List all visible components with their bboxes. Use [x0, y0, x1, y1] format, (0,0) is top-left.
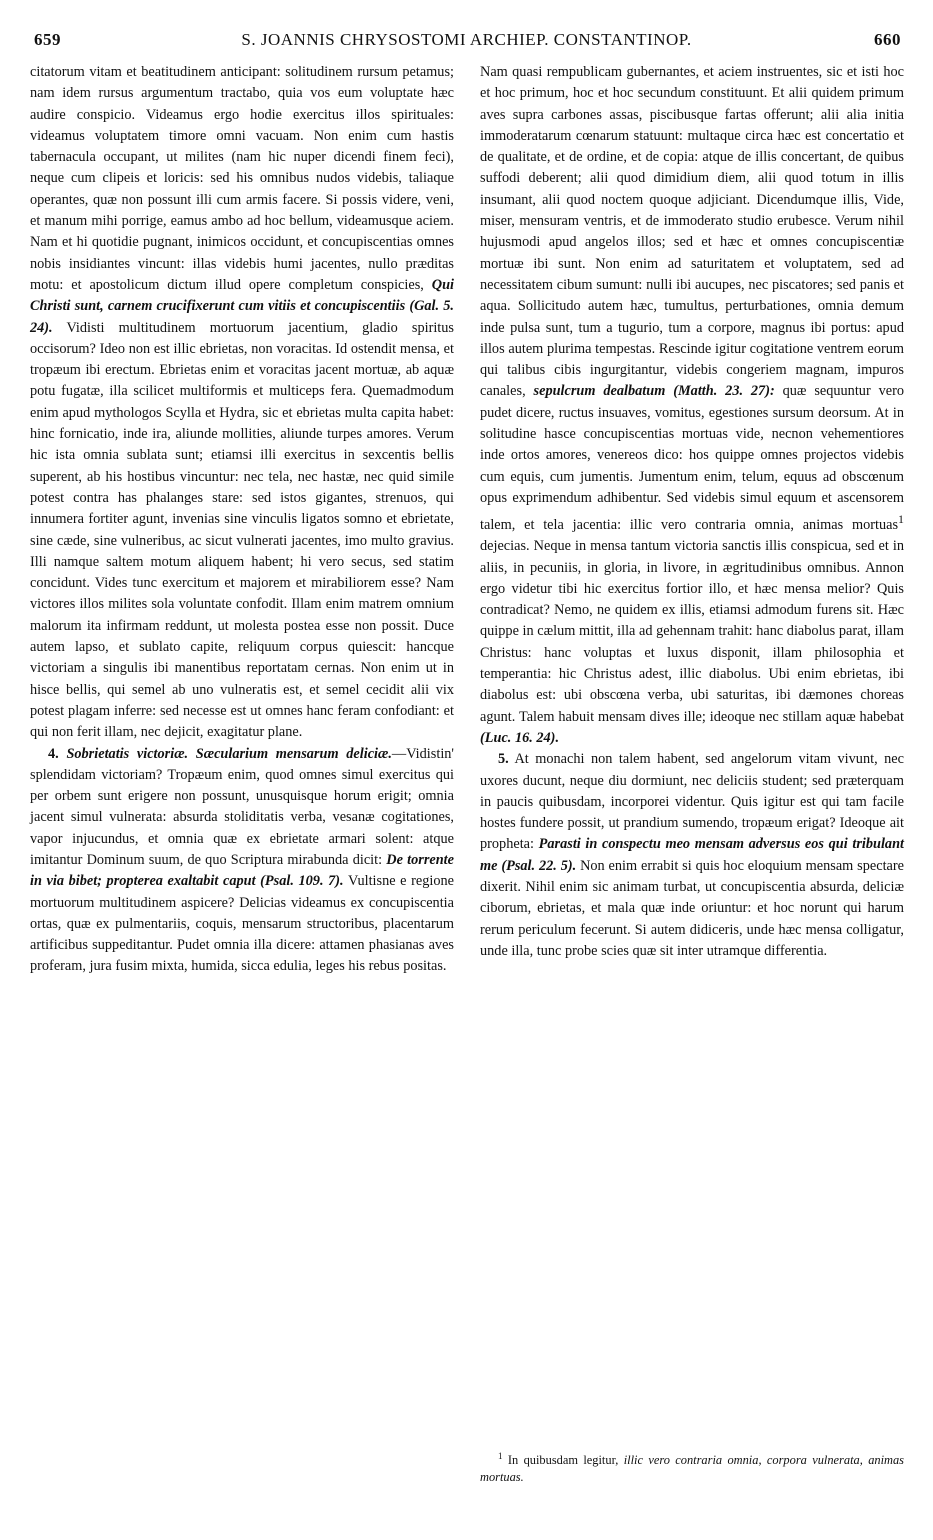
page-number-right: 660	[874, 30, 901, 49]
right-p1-text-c: dejecias. Neque in mensa tantum victoria sanctis illis conspicua, sed et in aliis, in pecuniis, in gloria, in livore, in ægritudinibus omnibus. Annon ergo videtur tibi hic exercitus fortior illo, et hæc mensa melior? Quis contradicat? Nemo, ne quidem ex illis, etiamsi admodum furens sit. Hæc quippe in cælum mittit, illa ad gehennam trahit: hanc diabolus parat, illam Christus: hanc voluptas et luxus disponit, illam philosophia et temperantia: hic Christus adest, illic diabolus. Ubi enim ebrietas, ibi diabolus est: ubi obscœna verba, ubi saturitas, ibi dæmones choreas agunt. Talem habuit mensam dives ille; ideoque nec stillam aquæ habebat	[480, 538, 904, 725]
right-p1-citation-ref: (Matth. 23. 27):	[673, 383, 775, 400]
right-paragraph-2	[480, 749, 904, 962]
footnote-lead: In quibusdam legitur,	[507, 1453, 619, 1468]
footnote-number: 1	[498, 1451, 503, 1461]
right-p2-text-a: At monachi non talem habent, sed angelorum vitam vivunt, nec uxores ducunt, neque diu dormiunt, nec deliciis student; sed præterquam in paucis quibusdam, incorporei videntur. Quis igitur est qui tam facile hostes fundere possit, ut prandium sumendo, tropæum erigat? Ideoque ait propheta:	[480, 751, 904, 853]
left-p2-text-a: —Vidistin' splendidam victoriam? Tropæum enim, quod omnes simul exercitus qui per orbem sunt erigere non possunt, unusquisque horum erigit; omnia jacent simul vulnerata: absurda stoliditatis verba, vesanæ cogitationes, vapor injucundus, et omnia quæ ex ebrietate armari solent: atque imitantur Dominum suum, de quo Scriptura mirabunda dicit:	[30, 745, 455, 868]
right-p1-text-a: Nam quasi rempublicam gubernantes, et aciem instruentes, sic et isti hoc et hoc primum, hoc et hoc secundum constituunt. Et alii quidem primum aves supra carbones assas, piscibusque fartas offerunt; alii alia initia immoderatarum cœnarum statuunt: multaque circa hæc est concertatio et de qualitate, et de ordine, et de copia: atque de illis concertant, de quibus suffodi deberent; alii quod dimidium diem, alii quod totum in illis insumant, alii quod noctem quoque adjiciant. Dicendumque illis, Vide, miser, mensuram ventris, et de immoderato studio erubesce. Verum nihil hujusmodi apud angelos illos; sed et hæc et omnes concupiscentiæ mortuæ ibi sunt. Non enim ad saturitatem et voluptatem, sed ad necessitatem cibum sumunt: nulli ibi aucupes, nec piscatores; sed panis et aqua. Sollicitudo autem hæc, tumultus, perturbationes, omnia demum inde pulsa sunt, tum a tugurio, tum a corpore, magnus ibi portus: apud illos autem plurima tempestas. Rescinde igitur cogitatione ventrem eorum qui talibus cibis ingurgitantur, videbis congeriem magnam, impuros canales,	[480, 64, 904, 400]
footnote-variant-reading: illic vero contraria omnia, corpora vulnerata, animas mortuas.	[480, 1453, 904, 1485]
left-p2-citation-ref: (Psal. 109. 7).	[260, 873, 344, 890]
right-p2-text-b: Non enim errabit si quis hoc eloquium mensam spectare dixerit. Nihil enim sic animam turbat, ut concupiscentia absurda, deliciæ ciborum, ebrietas, et mala quæ inde oriuntur: et hoc norunt qui harum rerum periculum fecerunt. Si autem didiceris, unde hæc mensa colligatur, unde illa, tunc probe scies quæ sit inter utramque differentia.	[480, 857, 904, 959]
section-number-4: 4.	[48, 745, 59, 762]
section-heading-4: Sobrietatis victoriæ. Sæcularium mensarum deliciæ.	[66, 745, 392, 762]
left-p1-citation-ref: (Gal. 5. 24).	[30, 298, 455, 336]
right-p2-citation: Parasti in conspectu meo mensam adversus eos qui tribulant me	[480, 836, 905, 874]
right-p1-citation: sepulcrum dealbatum	[533, 383, 666, 400]
running-header	[30, 30, 903, 52]
left-p1-text-a: citatorum vitam et beatitudinem anticipant: solitudinem rursum petamus; nam idem rursus argumentum tractabo, quia vos eum voluptate hæc audire conspicio. Videamus ergo hodie exercitus illos spirituales: videamus voluptatem timore omni vacuam. Non enim cum hastis tabernacula occupant, ut milites (nam hic nuper dicendi finem feci), neque cum clipeis et loricis: sed his omnibus nudos videbis, taliaque operantes, quæ non possunt illi cum armis facere. Si possis videre, veni, et manum mihi porrige, eamus ambo ad hoc bellum, videamusque aciem. Nam et hi quotidie pugnant, inimicos occidunt, et concupiscentias omnes nobis insidiantes vincunt: illas videbis humi jacentes, nullo præditas motu: et apostolicum dictum illud opere completum conspicies,	[30, 64, 454, 293]
page-number-left: 659	[34, 30, 61, 49]
right-p1-citation-2-ref: (Luc. 16. 24).	[480, 729, 560, 746]
left-p2-citation: De torrente in via bibet; propterea exaltabit caput	[30, 851, 454, 890]
right-paragraph-1	[480, 62, 904, 749]
right-column	[480, 62, 904, 962]
right-p2-citation-ref: (Psal. 22. 5).	[501, 857, 577, 874]
left-column	[30, 62, 454, 978]
footnote	[480, 1448, 904, 1486]
footnote-marker[interactable]: 1	[898, 512, 904, 527]
left-p1-text-b: Vidisti multitudinem mortuorum jacentium, gladio spiritus occisorum? Ideo non est illic ebrietas, non voracitas. Id ostendit mensa, et tropæum ibi erectum. Ebrietas enim et voracitas jacent mortuæ, ab aquæ potu fugatæ, illa scilicet multiformis et multiceps fera. Quemadmodum enim apud mythologos Scylla et Hydra, sic et ebrietas multa capita habet: hinc fornicatio, inde ira, aliunde mollities, aliunde turpes amores. Verum hic ista omnia sublata sunt; etiamsi illi exercitus in sexcentis bellis superent, ab his hostibus vincuntur: nec tela, nec hastæ, nec quid simile potest contra has phalanges stare: sed istos gigantes, strenuos, qui innumera fortiter agunt, invenias sine vinculis ligatos somno et ebrietate, sine cæde, sine vulneribus, ac sicut vulnerati jacentes, imo multo gravius. Illi namque saltem motum aliquem habent; hi vero secus, sed statim concidunt. Vides tunc exercitum et majorem et mirabiliorem esse? Nam victores illos milites sola voluntate confodit. Illam enim matrem omnium malorum ita infirmam reddunt, ut molesta postea esse non possit. Duce autem lapso, et sublato capite, reliquum corpus quiescit: hancque victoriam a singulis ibi manentibus reportatam cernas. Non enim ut in hisce bellis, qui semel ab uno vulneratis est, et semel cecidit alii vix potest plagam inferre: sed necesse est ut omnes hanc feram confodiant: et qui non ferit illam, nec dejicit, exagitatur plane.	[30, 319, 454, 741]
left-paragraph-2	[30, 744, 454, 978]
right-p1-text-b: quæ sequuntur vero pudet dicere, ructus insuaves, vomitus, egestiones sursum deorsum. At in solitudine hasce concupiscentias mortuas vide, necnon vehementiores inde ortos amores, venereos dico: hos quippe omnes projectos videbis cum equis, cum jumentis. Jumentum enim, telum, equus ad obscœnum opus exprimendum adhibentur. Sed videbis simul equum et ascensorem talem, et tela jacentia: illic vero contraria omnia, animas mortuas	[480, 383, 904, 533]
left-p1-citation: Qui Christi sunt, carnem crucifixerunt cum vitiis et concupiscentiis	[30, 276, 454, 315]
running-title: S. JOANNIS CHRYSOSTOMI ARCHIEP. CONSTANTINOP.	[241, 30, 692, 49]
left-paragraph-1	[30, 62, 454, 744]
section-number-5: 5.	[498, 751, 509, 768]
left-p2-text-b: Vultisne e regione mortuorum multitudinem aspicere? Delicias videamus ex concupiscentia ortas, quæ ex pulmentariis, coquis, mensarum structoribus, placentarum artificibus suppeditantur. Pudet omnia illa dicere: attamen phasianas aves proferam, jura fusim mixta, humida, sicca edulia, leges his rebus positas.	[30, 873, 454, 975]
